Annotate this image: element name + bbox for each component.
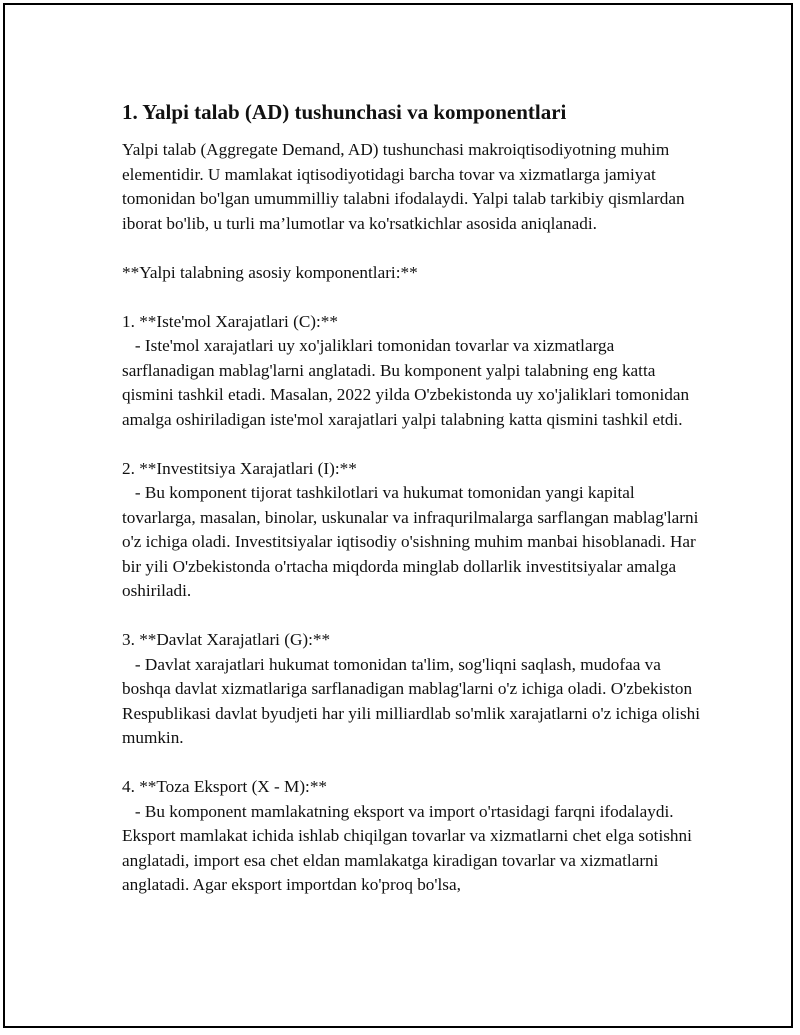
component-title: 1. **Iste'mol Xarajatlari (C):** [122, 311, 338, 331]
components-label: **Yalpi talabning asosiy komponentlari:** [122, 262, 418, 282]
component-title: 3. **Davlat Xarajatlari (G):** [122, 630, 331, 649]
component-item-net-export [122, 775, 702, 898]
component-item-consumption [122, 310, 702, 433]
section-heading: 1. Yalpi talab (AD) tushunchasi va komponentlari [122, 100, 567, 124]
component-title: 2. **Investitsiya Xarajatlari (I):** [122, 458, 357, 478]
document-page [3, 3, 793, 1028]
intro-paragraph: Yalpi talab (Aggregate Demand, AD) tushunchasi makroiqtisodiyotning muhim elementidir. U mamlakat iqtisodiyotidagi barcha tovar va xizmatlarga jamiyat tomonidan bo'lgan umummilliy talabni ifodalaydi. Yalpi talab tarkibiy qismlardan iborat bo'lib, u turli ma’lumotlar va ko'rsatkichlar asosida aniqlanadi. [122, 140, 685, 233]
document-content [122, 99, 705, 922]
component-body: - Iste'mol xarajatlari uy xo'jaliklari tomonidan tovarlar va xizmatlarga sarflanadigan mablag'larni anglatadi. Bu komponent yalpi talabning eng katta qismini tashkil etadi. Masalan, 2022 yilda O'zbekistonda uy xo'jaliklari tomonidan amalga oshiriladigan iste'mol xarajatlari yalpi talabning katta qismini tashkil etdi. [122, 336, 694, 429]
component-body: - Bu komponent tijorat tashkilotlari va hukumat tomonidan yangi kapital tovarlarga, masalan, binolar, uskunalar va infraqurilmalarga sarflangan mablag'larni o'z ichiga oladi. Investitsiyalar iqtisodiy o'sishning muhim manbai hisoblanadi. Har bir yili O'zbekistonda o'rtacha miqdorda minglab dollarlik investitsiyalar amalga oshiriladi. [122, 483, 703, 600]
component-title: 4. **Toza Eksport (X - M):** [122, 777, 328, 796]
component-body: - Bu komponent mamlakatning eksport va import o'rtasidagi farqni ifodalaydi. Eksport mamlakat ichida ishlab chiqilgan tovarlar va xizmatlarni chet elga sotishni anglatadi, import esa chet eldan mamlakatga kiradigan tovarlar va xizmatlarni anglatadi. Agar eksport importdan ko'proq bo'lsa, [122, 801, 697, 894]
component-item-investment [122, 457, 702, 604]
component-item-government [122, 628, 705, 751]
component-body: - Davlat xarajatlari hukumat tomonidan ta'lim, sog'liqni saqlash, mudofaa va boshqa davlat xizmatlariga sarflanadigan mablag'larni o'z ichiga oladi. O'zbekiston Respublikasi davlat byudjeti har yili milliardlab so'mlik xarajatlarni o'z ichiga olishi mumkin. [122, 654, 705, 747]
